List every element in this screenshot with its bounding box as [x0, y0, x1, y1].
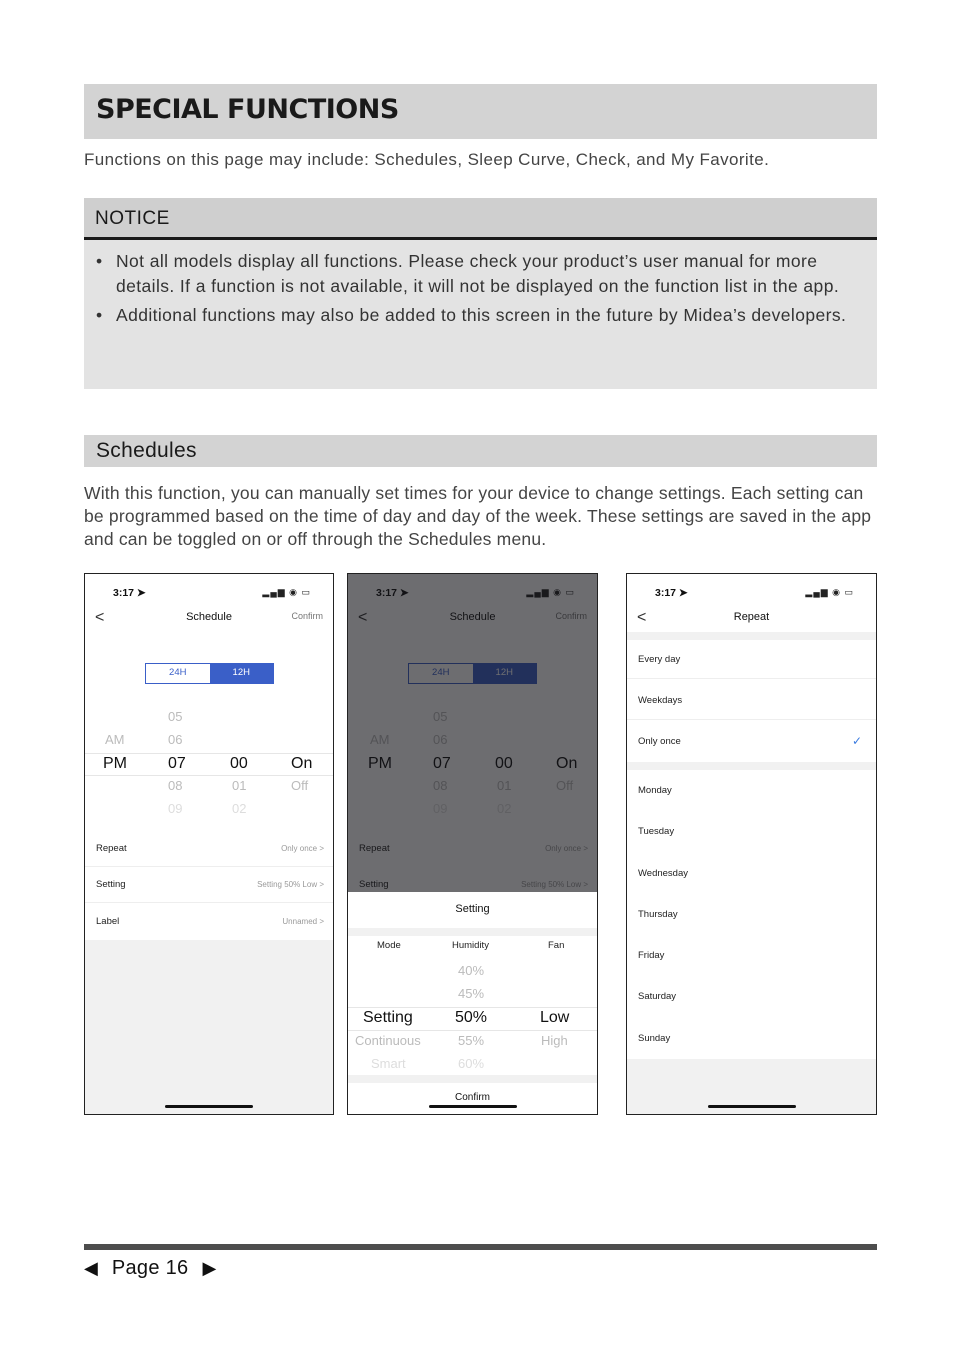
label-row-value[interactable]: Unnamed >	[282, 917, 324, 926]
back-icon[interactable]: <	[95, 609, 105, 626]
section-gap	[627, 632, 876, 640]
prev-page-icon[interactable]: ◀	[84, 1258, 98, 1278]
dim-overlay[interactable]	[348, 574, 597, 892]
notice-item	[96, 303, 863, 328]
humidity-selected[interactable]: 50%	[455, 1009, 488, 1026]
repeat-option-every-day[interactable]: Every day	[638, 654, 681, 665]
footer-rule	[84, 1244, 877, 1250]
day-sunday[interactable]: Sunday	[638, 1033, 671, 1044]
divider	[85, 902, 333, 903]
home-indicator[interactable]	[165, 1105, 253, 1108]
page-number: Page 16	[111, 1257, 189, 1279]
nav-title: Schedule	[186, 611, 232, 623]
sheet-gap	[348, 1075, 597, 1083]
time-format-toggle[interactable]	[145, 663, 274, 684]
humidity-option[interactable]: 60%	[458, 1056, 485, 1071]
fan-column-header: Fan	[548, 940, 565, 951]
page-title: SPECIAL FUNCTIONS	[96, 94, 399, 125]
notice-body	[84, 240, 877, 389]
status-time: 3:17 ➤	[655, 587, 688, 599]
notice-header	[84, 198, 877, 240]
mode-column-header: Mode	[377, 940, 401, 951]
repeat-option-only-once[interactable]: Only once	[638, 736, 681, 747]
title-bar	[84, 84, 877, 139]
notice-item-text: Additional functions may also be added to this screen in the future by Midea’s developers.	[116, 305, 847, 325]
divider	[627, 678, 876, 679]
sheet-title: Setting	[455, 903, 490, 915]
humidity-option[interactable]: 45%	[458, 986, 485, 1001]
divider	[85, 866, 333, 867]
bullet: •	[96, 251, 103, 271]
hour-option[interactable]: 08	[168, 778, 183, 793]
humidity-option[interactable]: 55%	[458, 1033, 485, 1048]
hour-option[interactable]: 09	[168, 801, 183, 816]
status-time: 3:17 ➤	[113, 587, 146, 599]
check-icon: ✓	[851, 734, 862, 748]
repeat-row-value[interactable]: Only once >	[281, 844, 324, 853]
picker-line	[85, 753, 333, 754]
sheet-gap	[348, 928, 597, 936]
picker-line	[85, 775, 333, 776]
toggle-12h[interactable]: 12H	[210, 664, 274, 683]
pager	[84, 1257, 216, 1280]
confirm-button[interactable]: Confirm	[291, 611, 323, 621]
fan-selected[interactable]: Low	[540, 1009, 570, 1026]
hour-selected[interactable]: 07	[168, 755, 186, 772]
ampm-option[interactable]: AM	[105, 732, 125, 747]
divider	[627, 719, 876, 720]
setting-sheet	[348, 892, 597, 1115]
empty-area	[85, 940, 333, 1115]
picker-line	[348, 1030, 597, 1031]
home-indicator[interactable]	[708, 1105, 796, 1108]
mode-option[interactable]: Continuous	[355, 1033, 421, 1048]
phone-screen-setting-sheet	[347, 573, 598, 1115]
setting-row-value[interactable]: Setting 50% Low >	[257, 880, 324, 889]
schedules-bar	[84, 435, 877, 467]
humidity-column-header: Humidity	[452, 940, 489, 951]
next-page-icon[interactable]: ▶	[202, 1258, 217, 1278]
day-wednesday[interactable]: Wednesday	[638, 868, 688, 879]
minute-option[interactable]: 01	[232, 778, 247, 793]
day-tuesday[interactable]: Tuesday	[638, 826, 675, 837]
status-icons: ▂▄▆ ◉ ▭	[262, 587, 311, 597]
fan-option[interactable]: High	[541, 1033, 568, 1048]
label-row-label[interactable]: Label	[96, 916, 120, 927]
schedules-description: With this function, you can manually set times for your device to change settings. Each setting can be programmed based on the time of day and day of the week. These settings are saved in the app and can be toggled on or off through the Schedules menu.	[84, 483, 872, 549]
setting-row-label[interactable]: Setting	[96, 879, 126, 890]
picker-line	[348, 1007, 597, 1008]
day-thursday[interactable]: Thursday	[638, 909, 678, 920]
intro-text: Functions on this page may include: Schedules, Sleep Curve, Check, and My Favorite.	[84, 150, 770, 169]
day-friday[interactable]: Friday	[638, 950, 665, 961]
humidity-option[interactable]: 40%	[458, 963, 485, 978]
phone-screen-schedule	[84, 573, 334, 1115]
notice-item	[96, 249, 863, 299]
back-icon[interactable]: <	[637, 609, 647, 626]
sheet-confirm-button[interactable]: Confirm	[454, 1092, 490, 1103]
home-indicator[interactable]	[429, 1105, 517, 1108]
hour-option[interactable]: 05	[168, 709, 183, 724]
nav-title: Repeat	[733, 611, 770, 623]
phone-screen-repeat	[626, 573, 877, 1115]
day-monday[interactable]: Monday	[638, 785, 672, 796]
mode-selected[interactable]: Setting	[363, 1009, 413, 1026]
ampm-selected[interactable]: PM	[103, 755, 127, 772]
mode-option[interactable]: Smart	[371, 1056, 406, 1071]
minute-option[interactable]: 02	[232, 801, 247, 816]
bullet: •	[96, 305, 103, 325]
notice-title: NOTICE	[95, 208, 170, 229]
state-selected[interactable]: On	[291, 755, 313, 772]
hour-option[interactable]: 06	[168, 732, 183, 747]
section-gap	[627, 762, 876, 770]
day-saturday[interactable]: Saturday	[638, 991, 677, 1002]
minute-selected[interactable]: 00	[230, 755, 248, 772]
repeat-row-label[interactable]: Repeat	[96, 843, 127, 854]
notice-item-text: Not all models display all functions. Please check your product’s user manual for more details. If a function is not available, it will not be displayed on the function list in the app.	[116, 251, 840, 296]
toggle-24h[interactable]: 24H	[169, 667, 187, 678]
status-icons: ▂▄▆ ◉ ▭	[805, 587, 854, 597]
repeat-option-weekdays[interactable]: Weekdays	[638, 695, 683, 706]
state-option[interactable]: Off	[291, 778, 309, 793]
schedules-title: Schedules	[96, 439, 197, 462]
